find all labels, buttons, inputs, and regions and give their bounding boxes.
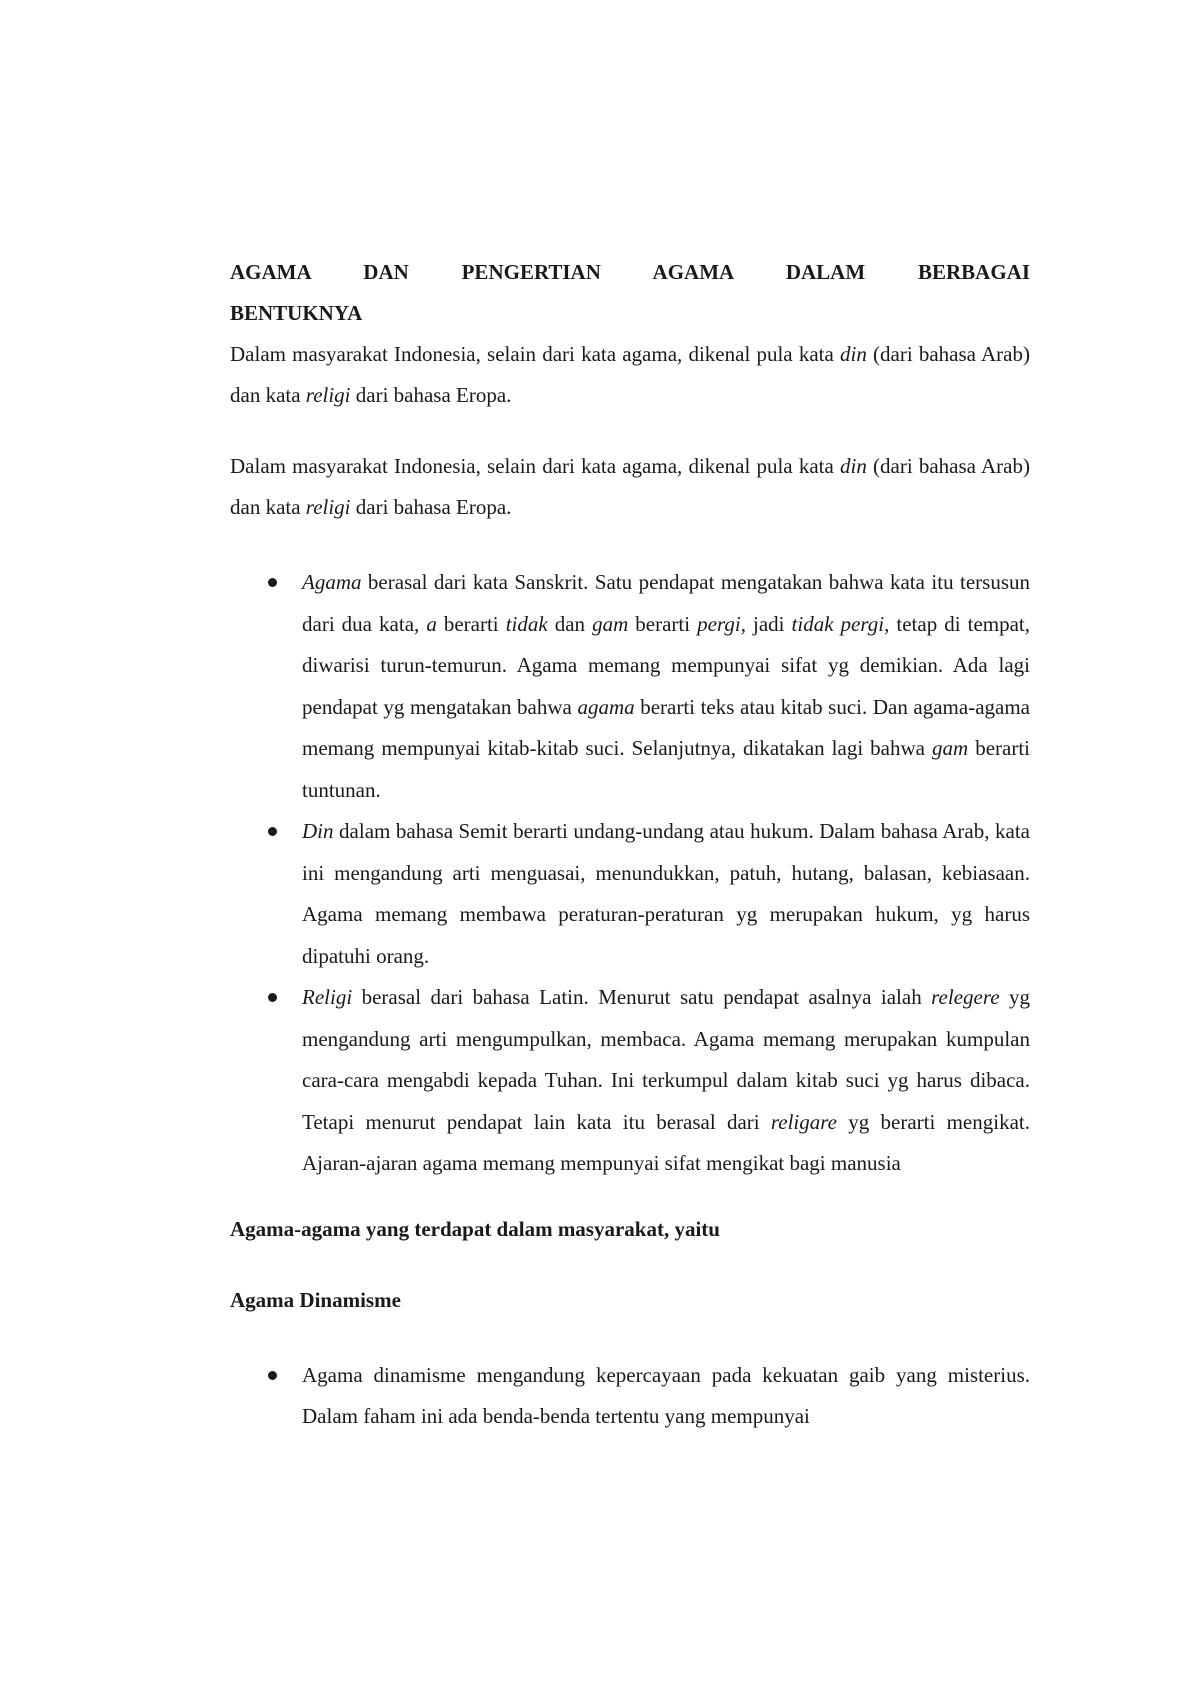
list-item-text: agama — [577, 694, 635, 719]
list-item-text: Religi — [302, 985, 353, 1009]
list-item-text: yg berarti mengikat. Ajaran-ajaran agama memang mempunyai sifat mengikat bagi manusia — [302, 1109, 1030, 1175]
document-content — [230, 252, 1030, 1438]
list-item-text: , tetap di tempat, diwarisi turun-temurun. Agama memang mempunyai sifat yg demikian. Ada lagi pendapat yg mengatakan bahwa — [302, 611, 1031, 719]
list-item-text: berarti — [436, 611, 506, 636]
intro-paragraph-2: Dalam masyarakat Indonesia, selain dari kata agama, dikenal pula kata din (dari bahasa Arab) dan kata religi dari bahasa Eropa. — [230, 454, 1030, 519]
bullet-dot-icon — [268, 993, 277, 1002]
list-item-text: religare — [770, 1109, 837, 1134]
paragraph-gap — [230, 1250, 1030, 1280]
list-item-text: relegere — [931, 985, 1000, 1009]
document-title-line-1: AGAMA DAN PENGERTIAN AGAMA DALAM BERBAGAI — [230, 260, 1030, 284]
paragraph-gap — [230, 528, 1030, 562]
document-title-line-2: BENTUKNYA — [230, 301, 363, 325]
list-item-text: yg mengandung arti mengumpulkan, membaca. Agama memang merupakan kumpulan cara-cara mengabdi kepada Tuhan. Ini terkumpul dalam kitab suci yg harus dibaca. Tetapi menurut pendapat lain kata itu berasal dari — [302, 985, 1030, 1134]
list-item-text: a — [426, 611, 437, 636]
list-item-text: tidak — [505, 611, 548, 636]
etymology-bullet-list — [230, 562, 1030, 1185]
list-item-text: gam — [932, 736, 969, 760]
list-item-text: berarti tuntunan. — [302, 736, 1030, 802]
list-item-text: gam — [592, 611, 629, 636]
list-item — [230, 977, 1030, 1185]
bullet-dot-icon — [268, 827, 277, 836]
list-item-text: berarti teks atau kitab suci. Dan agama-agama memang mempunyai kitab-kitab suci. Selanjutnya, dikatakan lagi bahwa — [302, 694, 1030, 760]
list-item — [230, 562, 1030, 811]
list-item-text: berarti — [628, 611, 698, 636]
list-item — [230, 811, 1030, 977]
heading-religions: Agama-agama yang terdapat dalam masyarakat, yaitu — [230, 1216, 720, 1241]
list-item-text: dalam bahasa Semit berarti undang-undang atau hukum. Dalam bahasa Arab, kata ini mengandung arti menguasai, menundukkan, patuh, hutang, balasan, kebiasaan. Agama memang membawa peraturan-peraturan yg merupakan hukum, yg harus dipatuhi orang. — [302, 819, 1030, 968]
list-item-text: Agama dinamisme mengandung kepercayaan pada kekuatan gaib yang misterius. Dalam faham ini ada benda-benda tertentu yang mempunyai — [302, 1362, 1030, 1428]
list-item — [230, 1355, 1030, 1438]
list-item-text: , jadi — [740, 611, 792, 636]
list-item-text: berasal dari bahasa Latin. Menurut satu pendapat asalnya ialah — [352, 985, 932, 1009]
paragraph-gap — [230, 1321, 1030, 1355]
heading-dinamisme: Agama Dinamisme — [230, 1287, 401, 1312]
list-item-text: tidak pergi — [791, 611, 885, 636]
list-item-text: dan — [547, 611, 593, 636]
list-item-text: berasal dari kata Sanskrit. Satu pendapat mengatakan bahwa kata itu tersusun dari dua kata, — [302, 570, 1030, 636]
list-item-text: Agama — [302, 570, 362, 594]
bullet-dot-icon — [268, 1371, 277, 1380]
bullet-dot-icon — [268, 578, 277, 587]
list-item-text: pergi — [697, 611, 741, 636]
dinamisme-bullet-list — [230, 1355, 1030, 1438]
intro-paragraph-1: Dalam masyarakat Indonesia, selain dari kata agama, dikenal pula kata din (dari bahasa Arab) dan kata religi dari bahasa Eropa. — [230, 342, 1030, 407]
paragraph-gap — [230, 416, 1030, 446]
list-item-text: Din — [302, 819, 334, 843]
paragraph-gap — [230, 1185, 1030, 1209]
